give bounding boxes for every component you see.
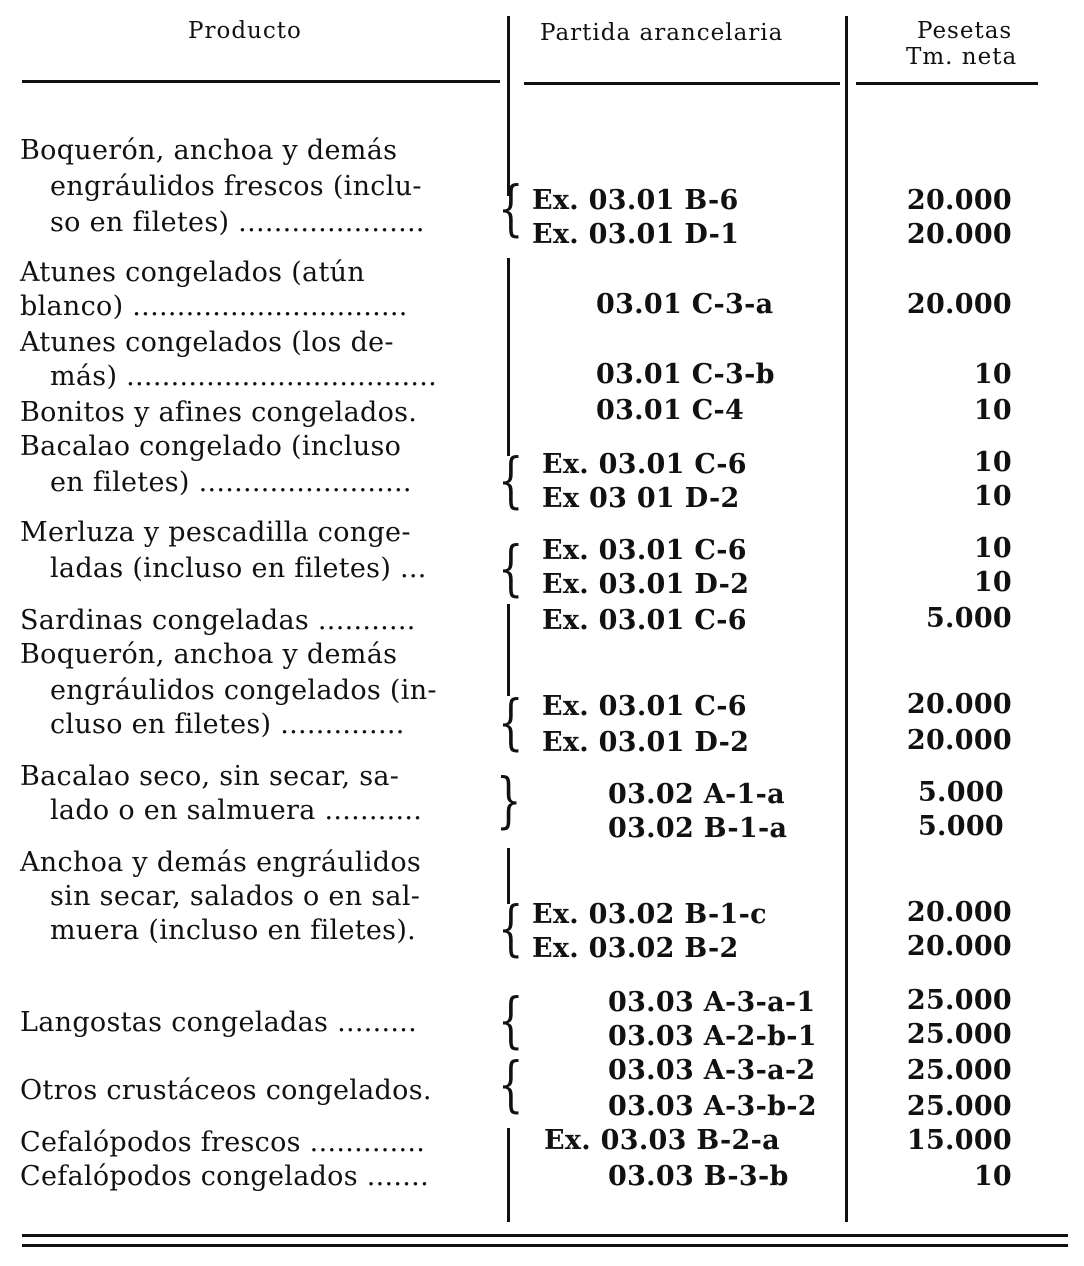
header-pesetas: Pesetas xyxy=(917,18,1013,44)
price-value: 20.000 xyxy=(906,185,1012,216)
header-rule-col1 xyxy=(22,80,500,83)
header-tm-neta: Tm. neta xyxy=(906,44,1018,70)
tariff-code: 03.02 B-1-a xyxy=(608,813,788,844)
product-line: Otros crustáceos congelados. xyxy=(20,1075,432,1106)
column-divider-1-seg xyxy=(507,604,510,696)
tariff-code: 03.01 C-3-a xyxy=(596,289,774,320)
product-line: en filetes) ........................ xyxy=(50,467,412,498)
tariff-code: 03.01 C-3-b xyxy=(596,359,775,390)
product-line: Atunes congelados (los de- xyxy=(20,327,394,358)
price-value: 25.000 xyxy=(906,1019,1012,1050)
product-line: cluso en filetes) .............. xyxy=(50,709,405,740)
header-producto: Producto xyxy=(188,18,302,44)
price-value: 10 xyxy=(973,359,1012,390)
price-value: 10 xyxy=(973,447,1012,478)
tariff-code: 03.01 C-4 xyxy=(596,395,745,426)
product-line: lado o en salmuera ........... xyxy=(50,795,423,826)
price-value: 25.000 xyxy=(906,1091,1012,1122)
tariff-code: Ex. 03.02 B-2 xyxy=(532,933,739,964)
tariff-code: Ex. 03.01 C-6 xyxy=(542,535,747,566)
tariff-code: Ex. 03.03 B-2-a xyxy=(544,1125,780,1156)
brace-icon: { xyxy=(498,894,524,964)
column-divider-1-seg xyxy=(507,1128,510,1222)
product-line: Atunes congelados (atún xyxy=(20,257,365,288)
price-value: 10 xyxy=(973,567,1012,598)
product-line: engráulidos frescos (inclu- xyxy=(50,171,422,202)
product-line: Langostas congeladas ......... xyxy=(20,1007,418,1038)
product-line: Bacalao seco, sin secar, sa- xyxy=(20,761,400,792)
header-partida-arancelaria: Partida arancelaria xyxy=(540,20,784,46)
product-line: Bacalao congelado (incluso xyxy=(20,431,402,462)
price-value: 20.000 xyxy=(906,689,1012,720)
column-divider-2 xyxy=(845,16,848,1222)
product-line: Cefalópodos frescos ............. xyxy=(20,1127,426,1158)
product-line: Cefalópodos congelados ....... xyxy=(20,1161,429,1192)
header-rule-col3 xyxy=(856,82,1038,85)
tariff-code: 03.03 A-3-a-2 xyxy=(608,1055,816,1086)
brace-icon: { xyxy=(498,1050,524,1120)
product-line: ladas (incluso en filetes) ... xyxy=(50,553,427,584)
price-value: 15.000 xyxy=(906,1125,1012,1156)
tariff-code: Ex. 03.01 D-1 xyxy=(532,219,740,250)
brace-icon: { xyxy=(498,986,524,1056)
tariff-code: Ex. 03.01 C-6 xyxy=(542,605,747,636)
price-value: 10 xyxy=(973,533,1012,564)
product-line: muera (incluso en filetes). xyxy=(50,915,417,946)
tariff-code: Ex. 03.01 B-6 xyxy=(532,185,739,216)
product-line: Sardinas congeladas ........... xyxy=(20,605,416,636)
product-line: engráulidos congelados (in- xyxy=(50,675,437,706)
tariff-code: 03.03 A-2-b-1 xyxy=(608,1021,817,1052)
product-line: blanco) ............................... xyxy=(20,291,408,322)
tariff-code: 03.03 A-3-b-2 xyxy=(608,1091,817,1122)
brace-icon: { xyxy=(498,688,524,758)
brace-close-icon: } xyxy=(496,766,522,836)
price-value: 25.000 xyxy=(906,985,1012,1016)
tariff-code: 03.02 A-1-a xyxy=(608,779,785,810)
price-value: 5.000 xyxy=(917,777,1004,808)
price-value: 20.000 xyxy=(906,219,1012,250)
tariff-code: Ex. 03.02 B-1-c xyxy=(532,899,767,930)
product-line: Boquerón, anchoa y demás xyxy=(20,639,398,670)
price-value: 10 xyxy=(973,481,1012,512)
price-value: 10 xyxy=(973,395,1012,426)
tariff-code: 03.03 B-3-b xyxy=(608,1161,789,1192)
tariff-code: Ex. 03.01 D-2 xyxy=(542,569,750,600)
bottom-rule-bottom xyxy=(22,1244,1068,1247)
product-line: so en filetes) ..................... xyxy=(50,207,425,238)
brace-icon: { xyxy=(498,174,524,244)
brace-icon: { xyxy=(498,446,524,516)
product-line: Merluza y pescadilla conge- xyxy=(20,517,411,548)
tariff-code: Ex 03 01 D-2 xyxy=(542,483,740,514)
price-value: 10 xyxy=(973,1161,1012,1192)
price-value: 5.000 xyxy=(917,811,1004,842)
header-rule-col2 xyxy=(524,82,840,85)
tariff-code: Ex. 03.01 C-6 xyxy=(542,691,747,722)
product-line: más) ................................... xyxy=(50,361,438,392)
price-value: 5.000 xyxy=(925,603,1012,634)
brace-icon: { xyxy=(498,534,524,604)
tariff-code: 03.03 A-3-a-1 xyxy=(608,987,816,1018)
tariff-code: Ex. 03.01 C-6 xyxy=(542,449,747,480)
price-value: 20.000 xyxy=(906,725,1012,756)
bottom-rule-top xyxy=(22,1234,1068,1237)
price-value: 20.000 xyxy=(906,897,1012,928)
product-line: Bonitos y afines congelados. xyxy=(20,397,418,428)
product-line: sin secar, salados o en sal- xyxy=(50,881,421,912)
price-value: 25.000 xyxy=(906,1055,1012,1086)
product-line: Boquerón, anchoa y demás xyxy=(20,135,398,166)
product-line: Anchoa y demás engráulidos xyxy=(20,847,422,878)
column-divider-1-seg xyxy=(507,258,510,456)
price-value: 20.000 xyxy=(906,931,1012,962)
price-value: 20.000 xyxy=(906,289,1012,320)
tariff-code: Ex. 03.01 D-2 xyxy=(542,727,750,758)
column-divider-1-header xyxy=(507,16,510,196)
